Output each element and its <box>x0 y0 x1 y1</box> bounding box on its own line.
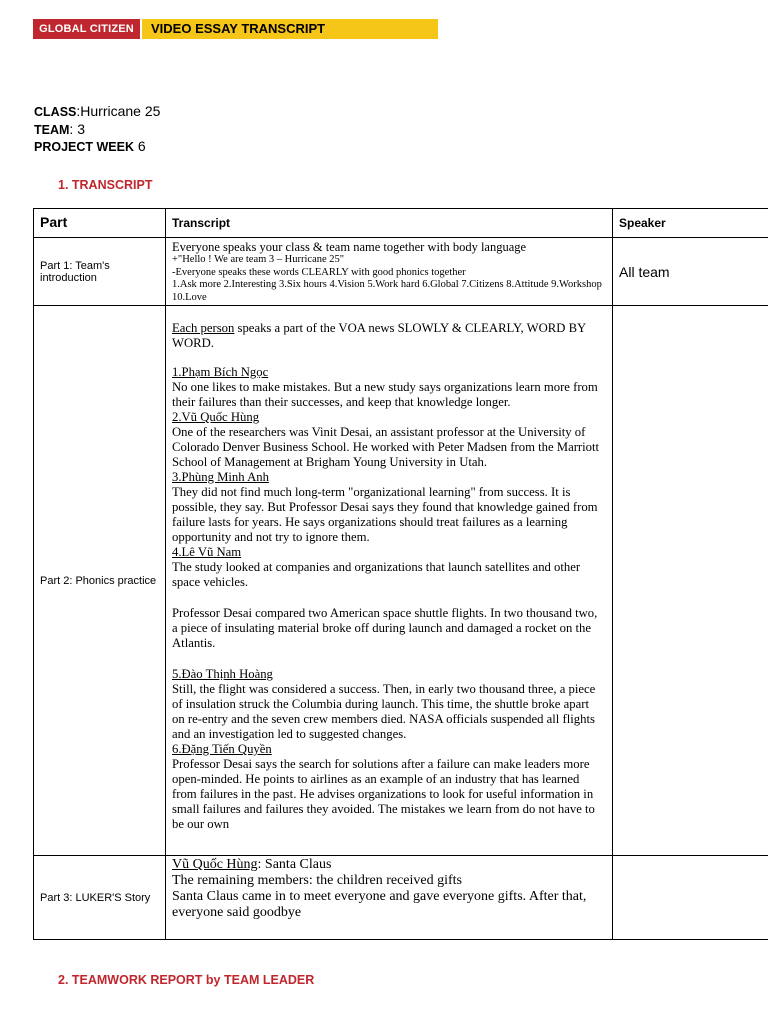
header-speaker: Speaker <box>613 209 768 238</box>
document-title: VIDEO ESSAY TRANSCRIPT <box>142 19 438 39</box>
row2-part: Part 2: Phonics practice <box>34 306 166 856</box>
row3-transcript: Vũ Quốc Hùng: Santa Claus The remaining members: the children received gifts Santa Claus came in to meet everyone and gave everyone gifts. After that, everyone said goodbye <box>166 856 613 940</box>
row1-speaker: All team <box>613 238 768 306</box>
global-citizen-badge: GLOBAL CITIZEN <box>33 19 140 39</box>
row1-transcript: Everyone speaks your class & team name together with body language +"Hello ! We are team 3 – Hurricane 25" -Everyone speaks these words CLEARLY with good phonics together 1.Ask more 2.Interesting 3.Six hours 4.Vision 5.Work hard 6.Global 7.Citizens 8.Attitude 9.Workshop 10.Love <box>166 238 613 306</box>
header-part: Part <box>34 209 166 238</box>
team-line: TEAM: 3 <box>34 121 85 137</box>
class-line: CLASS:Hurricane 25 <box>34 103 161 119</box>
project-week-line: PROJECT WEEK 6 <box>34 138 146 154</box>
transcript-table <box>33 208 768 940</box>
row2-speaker <box>613 306 768 856</box>
table-row <box>34 238 768 306</box>
row3-part: Part 3: LUKER'S Story <box>34 856 166 940</box>
row3-speaker <box>613 856 768 940</box>
row2-transcript: Each person speaks a part of the VOA news SLOWLY & CLEARLY, WORD BY WORD. 1.Phạm Bích Ngọc No one likes to make mistakes. But a new study says organizations learn more from their failures than their successes, and keep that knowledge longer. 2.Vũ Quốc Hùng One of the researchers was Vinit Desai, an assistant professor at the University of Colorado Denver Business School. He worked with Peter Madsen from the Marriott School of Management at Brigham Young University in Utah. 3.Phùng Minh Anh They did not find much long-term "organizational learning" from success. It is possible, they say. But Professor Desai says they found that knowledge gained from failure lasts for years. He says organizations should treat failures as a learning opportunity and not try to ignore them. 4.Lê Vũ Nam The study looked at companies and organizations that launch satellites and other space vehicles. Professor Desai compared two American space shuttle flights. In two thousand two, a piece of insulating material broke off during launch and damaged a rocket on the Atlantis. 5.Đào Thịnh Hoàng Still, the flight was considered a success. Then, in early two thousand three, a piece of insulation struck the Columbia during launch. This time, the shuttle broke apart on re-entry and the seven crew members died. NASA officials suspended all flights and an investigation led to suggested changes. 6.Đặng Tiến Quyền Professor Desai says the search for solutions after a failure can make leaders more open-minded. He points to airlines as an example of an industry that has learned from failures in the past. He advises organizations to look for useful information in small failures and failures they avoided. The mistakes we learn from do not have to be our own <box>166 306 613 856</box>
header-transcript: Transcript <box>166 209 613 238</box>
row1-part: Part 1: Team's introduction <box>34 238 166 306</box>
table-row <box>34 856 768 940</box>
section-teamwork-heading: 2. TEAMWORK REPORT by TEAM LEADER <box>58 973 315 987</box>
table-header-row <box>34 209 768 238</box>
table-row <box>34 306 768 856</box>
section-transcript-heading: 1. TRANSCRIPT <box>58 178 153 192</box>
